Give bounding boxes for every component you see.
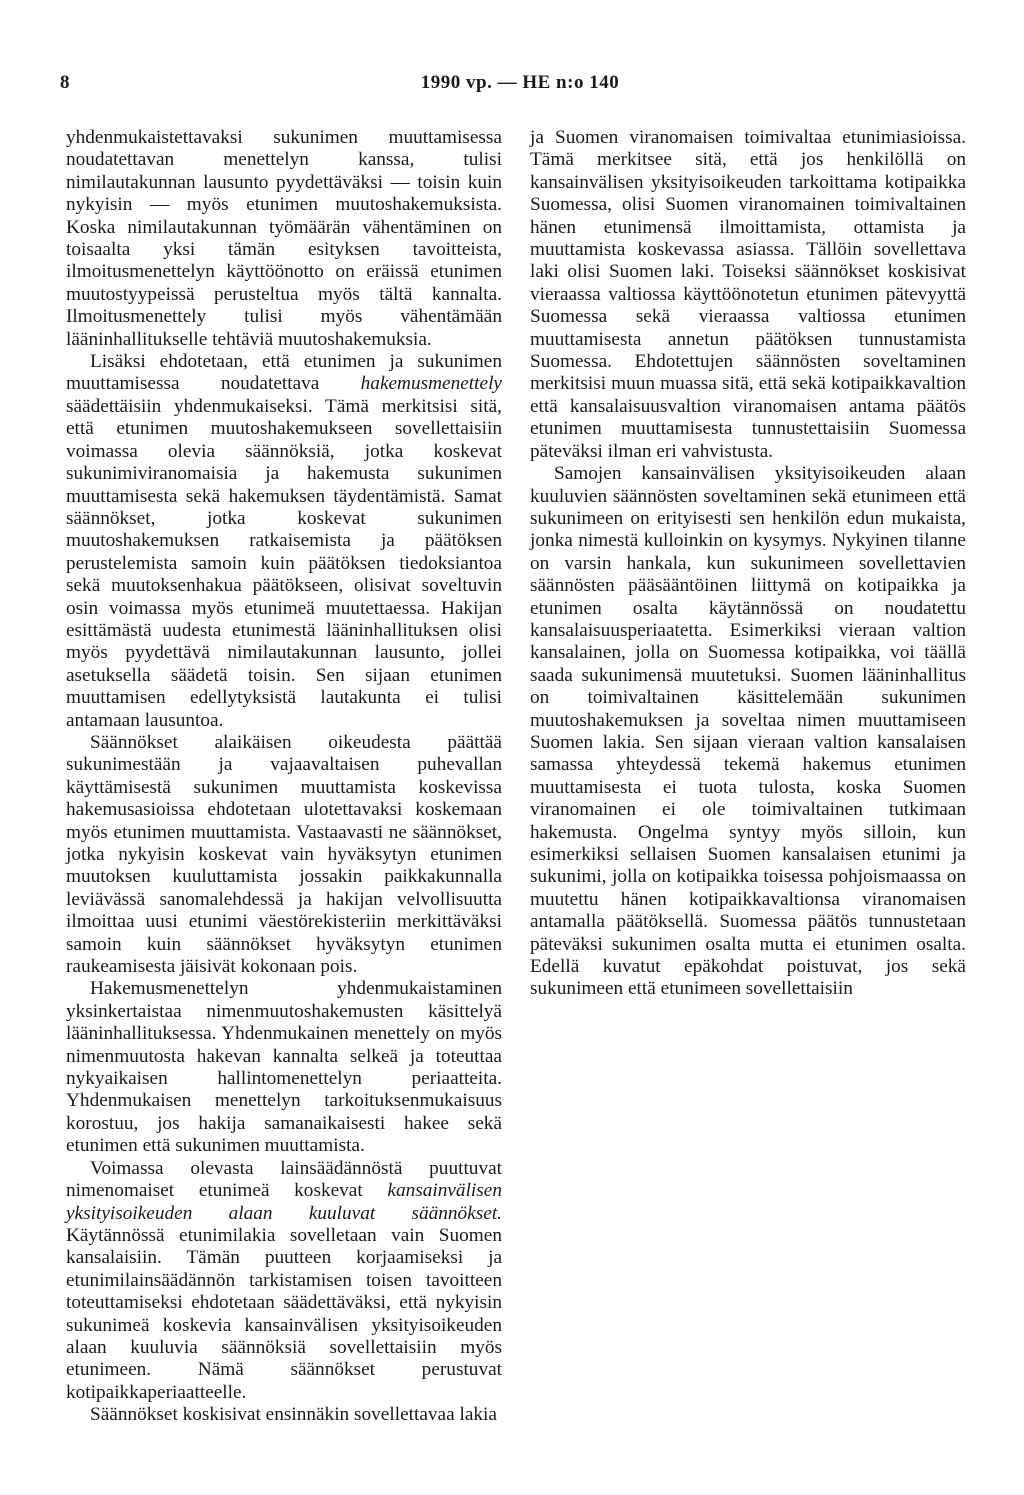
running-head: 1990 vp. — HE n:o 140 — [420, 72, 620, 93]
paragraph: Samojen kansainvälisen yksityisoikeuden alaan kuuluvien säännösten soveltaminen sekä etunimeen että sukunimeen on erityisesti sen henkilön edun mukaista, jonka nimestä kulloinkin on kysymys. Nykyinen tilanne on varsin hankala, kun sukunimeen sovellettavien säännösten pääsääntöinen liittymä on kotipaikka ja etunimen osalta käytännössä on noudatettu kansalaisuusperiaatetta. Esimerkiksi vieraan valtion kansalainen, jolla on Suomessa kotipaikka, voi täällä saada sukunimensä muutetuksi. Suomen lääninhallitus on toimivaltainen käsittelemään sukunimen muutoshakemuksen ja soveltaa nimen muuttamiseen Suomen lakia. Sen sijaan vieraan valtion kansalaisen samassa yhteydessä tekemä hakemus etunimen muuttamisesta ei tuota tulosta, koska Suomen viranomainen ei ole toimivaltainen tutkimaan hakemusta. Ongelma syntyy myös silloin, kun esimerkiksi sellaisen Suomen kansalaisen etunimi ja sukunimi, jolla on kotipaikka toisessa pohjoismaassa on muutettu hänen kotipaikkavaltionsa viranomaisen antamalla päätöksellä. Suomessa päätös tunnustetaan päteväksi sukunimen osalta mutta ei etunimen osalta. Edellä kuvatut epäkohdat poistuvat, jos sekä sukunimeen että etunimeen sovellettaisiin — [530, 463, 966, 1000]
paragraph — [66, 1158, 502, 1404]
emphasized-term: kansainvälisen yksityisoikeuden alaan kuuluvat säännökset. — [66, 1180, 502, 1224]
paragraph-text: Lisäksi ehdotetaan, että etunimen ja sukunimen muuttamisessa noudatettava — [66, 351, 502, 395]
paragraph: Hakemusmenettelyn yhdenmukaistaminen yksinkertaistaa nimenmuutoshakemusten käsittelyä lääninhallituksessa. Yhdenmukainen menettely on myös nimenmuutosta hakevan kannalta selkeä ja toteuttaa nykyaikaisen hallintomenettelyn periaatteita. Yhdenmukaisen menettelyn tarkoituksenmukaisuus korostuu, jos hakija samanaikaisesti hakee sekä etunimen että sukunimen muuttamista. — [66, 978, 502, 1157]
paragraph: Säännökset alaikäisen oikeudesta päättää sukunimestään ja vajaavaltaisen puhevallan käyttämisestä sukunimen muuttamista koskevissa hakemusasioissa ehdotetaan ulotettavaksi koskemaan myös etunimen muuttamista. Vastaavasti ne säännökset, jotka nykyisin koskevat vain hyväksytyn etunimen muutoksen kuuluttamista jossakin paikkakunnalla leviävässä sanomalehdessä ja hakijan velvollisuutta ilmoittaa uusi etunimi väestörekisteriin merkittäväksi samoin kuin säännökset hyväksytyn etunimen raukeamisesta jäisivät kokonaan pois. — [66, 731, 502, 978]
left-column — [66, 127, 502, 1427]
paragraph-text: Voimassa olevasta lainsäädännöstä puuttuvat nimenomaiset etunimeä koskevat — [66, 1157, 502, 1202]
right-column — [530, 127, 966, 1001]
emphasized-term: hakemusmenettely — [360, 373, 502, 395]
page-number: 8 — [60, 72, 70, 93]
paragraph: Säännökset koskisivat ensinnäkin sovellettavaa lakia — [90, 1404, 497, 1426]
paragraph-text: säädettäisiin yhdenmukaiseksi. Tämä merkitsisi sitä, että etunimen muutoshakemukseen sovellettaisiin voimassa olevia säännöksiä, jotka koskevat sukunimiviranomaisia ja hakemusta sukunimen muuttamisesta sekä hakemuksen täydentämistä. Samat säännökset, jotka koskevat sukunimen muutoshakemuksen ratkaisemista ja päätöksen perustelemista samoin kuin päätöksen tiedoksiantoa sekä muutoksenhakua päätökseen, olisivat soveltuvin osin voimassa myös etunimeä muutettaessa. Hakijan esittämästä uudesta etunimestä lääninhallituksen olisi myös pyydettävä nimilautakunnan lausunto, jollei asetuksella säädetä toisin. Sen sijaan etunimen muuttamisen edellytyksistä lautakunta ei tulisi antamaan lausuntoa. — [66, 395, 502, 731]
paragraph-text: Käytännössä etunimilakia sovelletaan vain Suomen kansalaisiin. Tämän puutteen korjaamiseksi ja etunimilainsäädännön tarkistamisen toisen tavoitteen toteuttamiseksi ehdotetaan säädettäväksi, että nykyisin sukunimeä koskevia kansainvälisen yksityisoikeuden alaan kuuluvia säännöksiä sovellettaisiin myös etunimeen. Nämä säännökset perustuvat kotipaikkaperiaatteelle. — [66, 1224, 502, 1403]
paragraph: yhdenmukaistettavaksi sukunimen muuttamisessa noudatettavan menettelyn kanssa, tulisi nimilautakunnan lausunto pyydettäväksi — toisin kuin nykyisin — myös etunimen muutoshakemuksista. Koska nimilautakunnan työmäärän vähentäminen on toisaalta yksi tämän esityksen tavoitteista, ilmoitusmenettelyn käyttöönotto on eräissä etunimen muutostyypeissä perusteltua myös tältä kannalta. Ilmoitusmenettely tulisi myös vähentämään lääninhallitukselle tehtäviä muutoshakemuksia. — [66, 127, 502, 350]
paragraph — [66, 351, 502, 732]
paragraph: ja Suomen viranomaisen toimivaltaa etunimiasioissa. Tämä merkitsee sitä, että jos henkilöllä on kansainvälisen yksityisoikeuden tarkoittama kotipaikka Suomessa, olisi Suomen viranomainen toimivaltainen hänen etunimensä ilmoittamista, ottamista ja muuttamista koskevassa asiassa. Tällöin sovellettava laki olisi Suomen laki. Toiseksi säännökset koskisivat vieraassa valtiossa käyttöönotetun etunimen pätevyyttä Suomessa sekä vieraassa valtiossa etunimen muuttamisesta annetun päätöksen tunnustamista Suomessa. Ehdotettujen säännösten soveltaminen merkitsisi muun muassa sitä, että sekä kotipaikkavaltion että kansalaisuusvaltion viranomaisen antama päätös etunimen muuttamisesta tunnustettaisiin Suomessa päteväksi ilman eri vahvistusta. — [530, 127, 966, 462]
page-header — [60, 72, 980, 102]
